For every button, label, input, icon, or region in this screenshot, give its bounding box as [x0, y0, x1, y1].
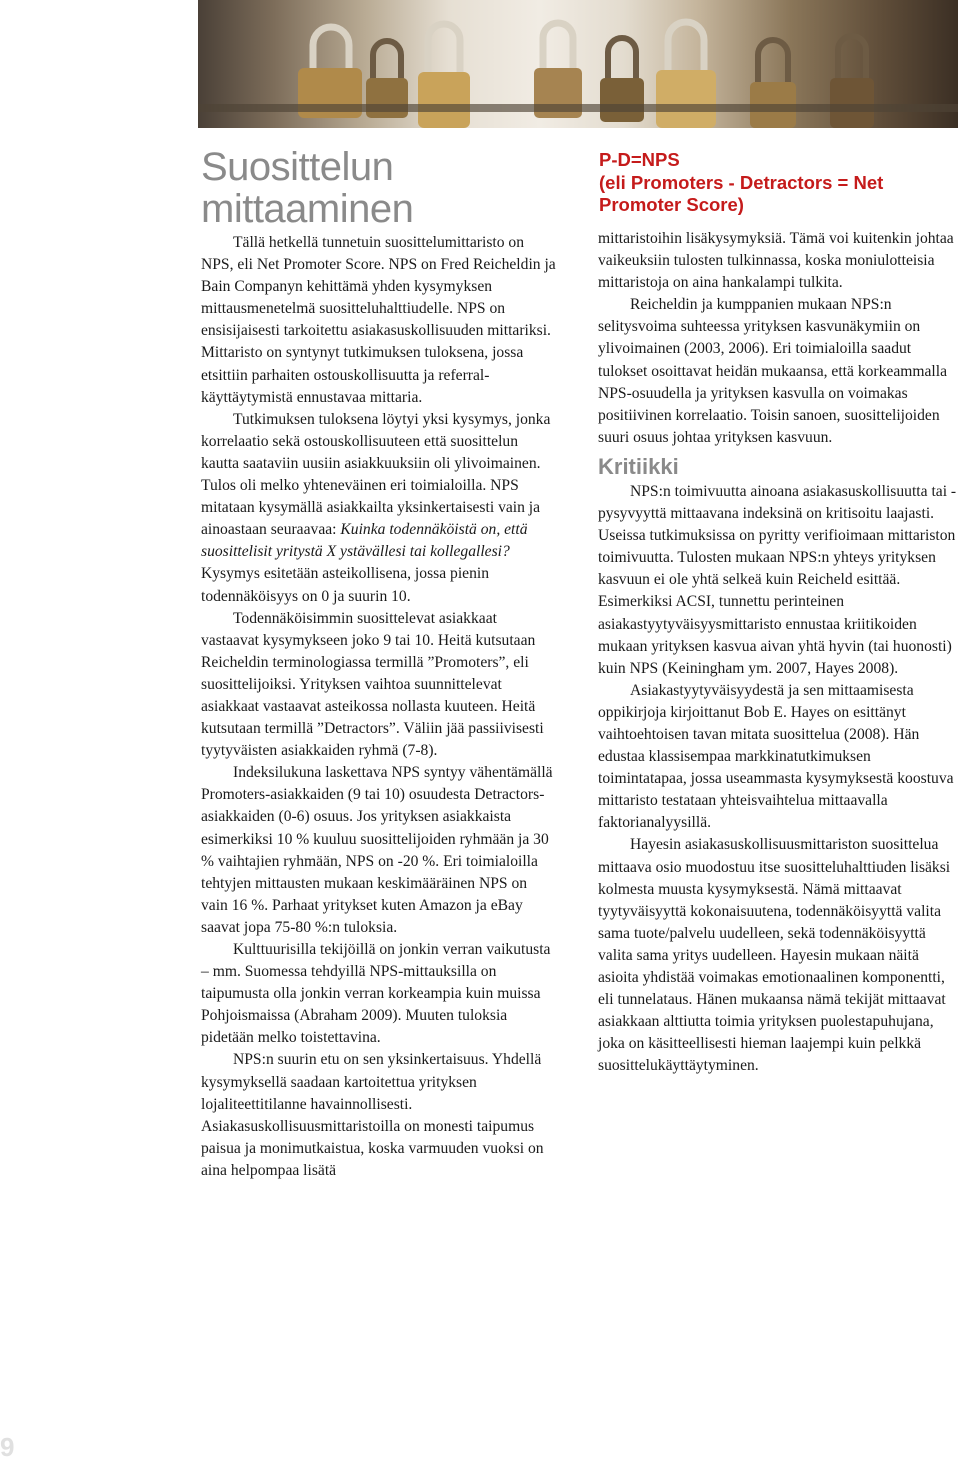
paragraph: Tällä hetkellä tunnetuin suosittelumittaristo on NPS, eli Net Promoter Score. NPS on Fred Reicheldin ja Bain Companyn kehittämä yhden kysymyksen mittausmenetelmä suositteluhalttiudelle. NPS on ensisijaisesti tarkoitettu asiakasuskollisuuden mittariksi. Mittaristo on syntynyt tutkimuksen tuloksena, jossa etsittiin parhaiten ostouskollisuutta ja referral-käyttäytymistä ennustavaa mittaria. — [201, 234, 556, 406]
paragraph-text: Kysymys esitetään asteikollisena, jossa pienin todennäköisyys on 0 ja suurin 10. — [201, 565, 489, 605]
page-number: 9 — [0, 1432, 15, 1462]
paragraph: Asiakastyytyväisyydestä ja sen mittaamisesta oppikirjoja kirjoittanut Bob E. Hayes on esittänyt vaihtoehtoisen tavan mitata suosittelua (2008). Hän edustaa klassisempaa markkinatutkimuksen toimintatapaa, jossa useammasta kysymyksestä koostuva mittaristo testataan yhteisvaihtelua mittaavalla faktorianalyysillä. — [598, 681, 954, 832]
padlocks-illustration — [198, 0, 958, 128]
header-photo-padlocks — [198, 0, 958, 128]
paragraph: mittaristoihin lisäkysymyksiä. Tämä voi kuitenkin johtaa vaikeuksiin tulosten tulkinnassa, koska moniulotteisia mittaristoja on aina hankalampi tulkita. — [598, 230, 954, 292]
right-column — [598, 228, 960, 1077]
paragraph: NPS:n toimivuutta ainoana asiakasuskollisuutta tai -pysyvyyttä mittaavana indeksinä on kritisoitu laajasti. Useissa tutkimuksissa on pyritty verifioimaan mittariston toimivuutta. Tulosten mukaan NPS:n yhteys yrityksen kasvuun ei ole yhtä selkeä kuin Reicheld esittää. Esimerkiksi ACSI, tunnettu perinteinen asiakastyytyväisyysmittaristo ennustaa kriitikoiden mukaan yrityksen kasvua aivan yhtä hyvin (tai huonosti) kuin NPS (Keiningham ym. 2007, Hayes 2008). — [598, 482, 957, 677]
paragraph: Hayesin asiakasuskollisuusmittariston suosittelua mittaava osio muodostuu itse suositteluhalttiuden lisäksi kolmesta muusta kysymyksestä. Nämä mittaavat tyytyväisyyttä kokonaisuutena, todennäköisyyttä valita sama tuote/palvelu uudelleen, sekä todennäköisyyttä valita sama yritys uudelleen. Hayesin mukaan näitä asioita yhdistää voimakas emotionaalinen komponentti, eli tunnelataus. Hänen mukaansa nämä tekijät mittaavat asiakkaan alttiutta toimia yrityksen puolestapuhujana, joka on käsitteellisesti hieman laajempi kuin pelkkä suosittelukäyttäytyminen. — [598, 836, 951, 1075]
section-heading-kritiikki: Kritiikki — [598, 453, 679, 479]
paragraph-text: Tutkimuksen tuloksena löytyi yksi kysymys, jonka korrelaatio sekä ostouskollisuuteen että suosittelun kautta saataviin uusiin asiakkuuksiin oli ylivoimainen. Tulos oli melko yhteneväinen eri toimialoilla. NPS mitataan kysymällä asiakkailta yksinkertaisesti vain ja ainoastaan seuraavaa: — [201, 410, 551, 539]
paragraph: Indeksilukuna laskettava NPS syntyy vähentämällä Promoters-asiakkaiden (9 tai 10) osuudesta Detractors-asiakkaiden (0-6) osuus. Jos yrityksen asiakkaista esimerkiksi 10 % kuuluu suosittelijoiden ryhmään ja 30 % vaihtajien ryhmään, NPS on -20 %. Eri toimialoilla tehtyjen mittausten mukaan keskimääräinen NPS on vain 16 %. Parhaat yritykset kuten Amazon ja eBay saavat jopa 75-80 %:n tuloksia. — [201, 764, 553, 936]
paragraph: NPS:n suurin etu on sen yksinkertaisuus. Yhdellä kysymyksellä saadaan kartoitettua yrityksen lojaliteettitilanne havainnollisesti. Asiakasuskollisuusmittaristoilla on monesti taipumus paisua ja monimutkaistua, koska varmuuden vuoksi on aina helpompaa lisätä — [201, 1051, 544, 1179]
nps-formula-heading: P-D=NPS (eli Promoters - Detractors = Net Promoter Score) — [599, 149, 884, 215]
paragraph: Reicheldin ja kumppanien mukaan NPS:n selitysvoima suhteessa yrityksen kasvunäkymiin on ylivoimainen (2003, 2006). Eri toimialoilla saadut tulokset osoittavat heidän mukaansa, että korkeammalla NPS-osuudella ja yrityksen kasvulla on voimakas positiivinen korrelaatio. Toisin sanoen, suosittelijoiden suuri osuus johtaa yrityksen kasvuun. — [598, 296, 948, 446]
left-column — [201, 232, 557, 1182]
page-title: Suosittelun mittaaminen — [201, 145, 414, 231]
survey-question: Kuinka todennäköistä on, että suosittelisit yritystä X ystävällesi tai kollegallesi? — [201, 521, 528, 561]
paragraph: Todennäköisimmin suosittelevat asiakkaat vastaavat kysymykseen joko 9 tai 10. Heitä kutsutaan Reicheldin terminologiassa termillä ”Promoters”, eli suosittelijoiksi. Yrityksen vaihtoa suunnittelevat asiakkaat vastaavat asteikossa nollasta kuuteen. Heitä kutsutaan termillä ”Detractors”. Väliin jää passiivisesti tyytyväisten asiakkaiden ryhmä (7-8). — [201, 609, 544, 760]
paragraph: Kulttuurisilla tekijöillä on jonkin verran vaikutusta – mm. Suomessa tehdyillä NPS-mittauksilla on taipumusta olla jonkin verran korkeampia kuin muissa Pohjoismaissa (Abraham 2009). Muuten tuloksia pidetään melko toistettavina. — [201, 941, 551, 1047]
paragraph — [201, 409, 557, 608]
